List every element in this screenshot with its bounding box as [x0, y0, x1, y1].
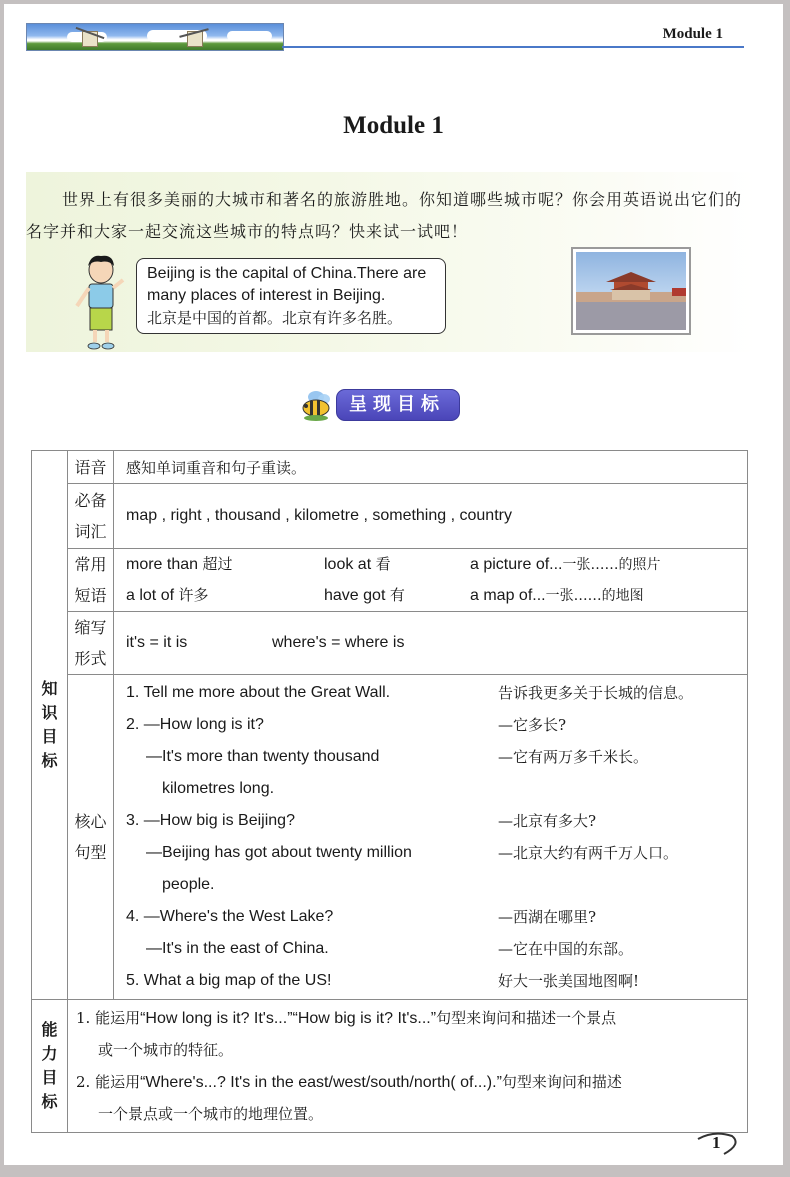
intro-panel — [26, 172, 756, 352]
sentence-line: 4. —Where's the West Lake? —西湖在哪里? — [126, 908, 597, 926]
sentence-line: kilometres long. — [162, 780, 275, 797]
sentence-line: 5. What a big map of the US! 好大一张美国地图啊! — [126, 972, 640, 990]
intro-paragraph: 世界上有很多美丽的大城市和著名的旅游胜地。你知道哪些城市呢？你会用英语说出它们的名字并和大家一起交流这些城市的特点吗？快来试一试吧！ — [26, 190, 743, 241]
phrase-item: a lot of 许多 — [126, 586, 209, 604]
header-banner-illustration — [26, 23, 284, 51]
objectives-table — [31, 450, 748, 1133]
pronunciation-label: 语音 — [68, 451, 114, 484]
bee-icon — [300, 389, 336, 421]
pronunciation-content: 感知单词重音和句子重读。 — [114, 451, 748, 484]
phrase-item: have got 有 — [324, 586, 405, 604]
sentence-line: —It's more than twenty thousand —它有两万多千米长。 — [146, 748, 649, 766]
sentence-line: 2. —How long is it? —它多长? — [126, 716, 567, 734]
page-number: 1 — [694, 1130, 740, 1156]
sentence-line: —It's in the east of China. —它在中国的东部。 — [146, 940, 634, 958]
phrase-item: a map of...一张……的地图 — [470, 587, 644, 604]
running-head: Module 1 — [662, 26, 723, 42]
boy-character-icon — [71, 252, 131, 352]
phrases-content — [114, 549, 748, 612]
sentence-line: 3. —How big is Beijing? —北京有多大? — [126, 812, 597, 830]
speech-english: Beijing is the capital of China.There are many places of interest in Beijing. — [147, 265, 427, 304]
vocabulary-content: map , right , thousand , kilometre , something , country — [114, 484, 748, 549]
ability-item-2-cont: 一个景点或一个城市的地理位置。 — [98, 1105, 324, 1123]
ability-goals-label: 能力目标 — [32, 1000, 68, 1133]
ability-item-2: 2. 能运用“Where's...? It's in the east/west/south/north( of...).”句型来询问和描述 — [76, 1073, 622, 1091]
textbook-page — [4, 4, 783, 1165]
ability-goals-content — [68, 1000, 748, 1133]
phrase-item: a picture of...一张……的照片 — [470, 556, 661, 573]
sentence-line: 1. Tell me more about the Great Wall. 告诉我更多关于长城的信息。 — [126, 684, 694, 702]
page-title: Module 1 — [343, 112, 444, 139]
ability-item-1: 1. 能运用“How long is it? It's...”“How big is it? It's...”句型来询问和描述一个景点 — [76, 1009, 617, 1027]
contraction-item: it's = it is — [126, 634, 188, 651]
header-rule — [282, 46, 744, 48]
ability-item-1-cont: 或一个城市的特征。 — [98, 1041, 234, 1059]
section-title: 呈现目标 — [336, 389, 460, 421]
sentence-line: —Beijing has got about twenty million —北京大约有两千万人口。 — [146, 844, 679, 862]
contractions-label: 缩写 形式 — [68, 612, 114, 675]
phrase-item: more than 超过 — [126, 555, 233, 573]
speech-bubble — [136, 258, 446, 334]
knowledge-goals-label: 知识目标 — [32, 451, 68, 1000]
forbidden-city-photo — [571, 247, 691, 335]
phrase-item: look at 看 — [324, 555, 391, 573]
speech-chinese: 北京是中国的首都。北京有许多名胜。 — [147, 309, 403, 327]
key-sentences-content — [114, 675, 748, 1000]
phrases-label: 常用 短语 — [68, 549, 114, 612]
key-sentences-label: 核心 句型 — [68, 675, 114, 1000]
sentence-line: people. — [162, 876, 215, 893]
contraction-item: where's = where is — [272, 634, 405, 651]
section-badge — [300, 389, 460, 421]
vocabulary-label: 必备 词汇 — [68, 484, 114, 549]
contractions-content — [114, 612, 748, 675]
